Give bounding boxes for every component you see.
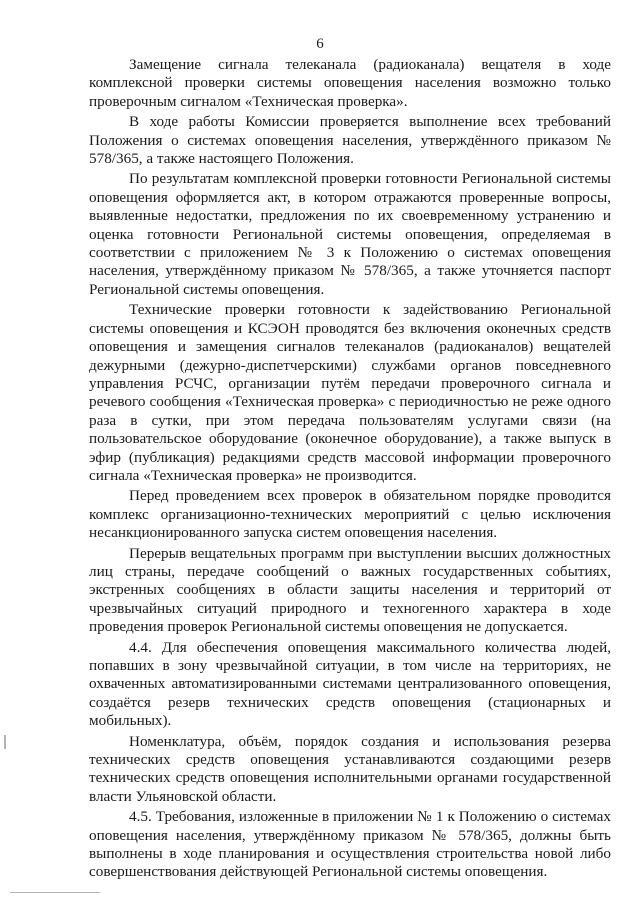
paragraph-section-4-5: 4.5. Требования, изложенные в приложении № 1 к Положению о системах оповещения населения, утверждённому приказом № 578/365, должны быть выполнены в ходе планирования и осуществления строительства новой либо совершенствования действующей Региональной системы оповещения. (89, 808, 611, 881)
paragraph-section-4-4: 4.4. Для обеспечения оповещения максимального количества людей, попавших в зону чрезвычайной ситуации, в том числе на территориях, не охваченных автоматизированными системами централизованного оповещения, создаётся резерв технических средств оповещения (стационарных и мобильных). (89, 638, 611, 730)
paragraph-signal-replacement: Замещение сигнала телеканала (радиоканала) вещателя в ходе комплексной проверки системы оповещения населения возможно только проверочным сигналом «Техническая проверка». (89, 56, 611, 110)
page-number: 6 (316, 36, 324, 52)
scan-bottom-mark (10, 892, 100, 893)
page-body (89, 56, 611, 884)
paragraph-reserve-nomenclature: Номенклатура, объём, порядок создания и использования резерва технических средств оповещения устанавливаются создающими резерв технических средств оповещения исполнительными органами государственной власти Ульяновской области. (89, 732, 611, 805)
scan-edge-mark (4, 735, 6, 749)
paragraph-broadcast-interruption: Перерыв вещательных программ при выступлении высших должностных лиц страны, передаче сообщений о важных государственных событиях, экстренных сообщениях в области защиты населения и территорий от чрезвычайных ситуаций природного и техногенного характера в ходе проведения проверок Региональной системы оповещения не допускается. (89, 544, 611, 636)
paragraph-check-results-act: По результатам комплексной проверки готовности Региональной системы оповещения оформляется акт, в котором отражаются проверенные вопросы, выявленные недостатки, предложения по их своевременному устранению и оценка готовности Региональной системы оповещения, определяемая в соответствии с приложением № 3 к Положению о системах оповещения населения, утверждённому приказом № 578/365, а также уточняется паспорт Региональной системы оповещения. (89, 170, 611, 298)
paragraph-preparatory-measures: Перед проведением всех проверок в обязательном порядке проводится комплекс организационно-технических мероприятий с целью исключения несанкционированного запуска систем оповещения населения. (89, 487, 611, 542)
paragraph-technical-checks: Технические проверки готовности к задействованию Региональной системы оповещения и КСЭОН проводятся без включения оконечных средств оповещения и замещения сигналов телеканалов (радиоканалов) вещателей дежурными (дежурно-диспетчерскими) службами органов повседневного управления РСЧС, организации путём передачи проверочного сигнала и речевого сообщения «Техническая проверка» с периодичностью не реже одного раза в сутки, при этом передача пользователям услугами связи (на пользовательское оборудование (оконечное оборудование), а также выпуск в эфир (публикация) редакциями средств массовой информации проверочного сигнала «Техническая проверка» не производится. (89, 301, 611, 484)
paragraph-commission-checks: В ходе работы Комиссии проверяется выполнение всех требований Положения о системах оповещения населения, утверждённого приказом № 578/365, а также настоящего Положения. (89, 113, 611, 168)
